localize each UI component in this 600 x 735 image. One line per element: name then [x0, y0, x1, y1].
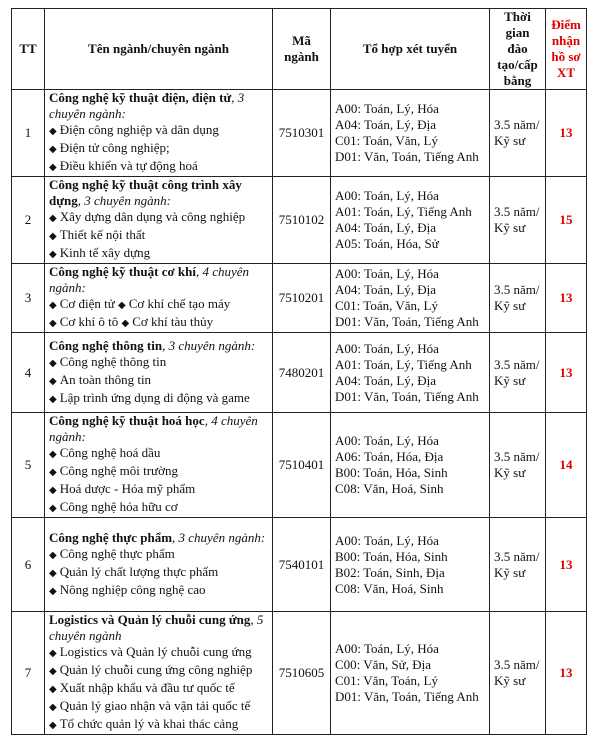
table-row: [12, 518, 587, 612]
subject-combo: A00: Toán, Lý, Hóa: [335, 101, 439, 116]
major-specialization-count: , 3 chuyên ngành:: [77, 193, 171, 208]
specialization-item: Logistics và Quản lý chuỗi cung ứng: [59, 644, 252, 659]
subject-combo: D01: Văn, Toán, Tiếng Anh: [335, 388, 479, 404]
specialization-item: Thiết kế nội thất: [59, 227, 146, 242]
degree-type: Kỹ sư: [494, 372, 526, 388]
major-code: 7510201: [273, 264, 331, 333]
diamond-bullet-icon: ◆: [49, 318, 57, 329]
subject-combo: A00: Toán, Lý, Hóa: [335, 641, 439, 656]
subject-combos-cell: [331, 612, 490, 735]
training-duration: 3.5 năm/: [494, 282, 540, 297]
table-row: [12, 333, 587, 413]
diamond-bullet-icon: ◆: [49, 648, 57, 659]
subject-combo: D01: Văn, Toán, Tiếng Anh: [335, 149, 479, 164]
subject-combo: C01: Văn, Toán, Lý: [335, 673, 438, 688]
major-specialization-count: , 5 chuyên ngành: [49, 612, 264, 643]
min-score: 13: [546, 518, 587, 612]
training-time-cell: [490, 413, 546, 518]
specialization-item: Điện tử công nghiệp;: [59, 140, 170, 155]
specialization-item: Công nghệ môi trường: [59, 463, 178, 478]
diamond-bullet-icon: ◆: [49, 666, 57, 677]
header-time: Thời gian đào tạo/cấp bằng: [490, 9, 546, 90]
major-cell: [45, 612, 273, 735]
min-score: 13: [546, 264, 587, 333]
major-code: 7510301: [273, 90, 331, 177]
specialization-item: Quản lý chất lượng thực phẩm: [59, 563, 219, 579]
row-number: 6: [12, 518, 45, 612]
header-row: [12, 9, 587, 90]
major-cell: [45, 413, 273, 518]
specialization-item: Hoá dược - Hóa mỹ phẩm: [59, 481, 196, 496]
subject-combo: C01: Toán, Văn, Lý: [335, 133, 438, 148]
specialization-item: Cơ khí tàu thủy: [132, 314, 214, 329]
major-title: Công nghệ thực phẩm: [49, 529, 173, 545]
header-tt: TT: [12, 9, 45, 90]
specialization-item: Lập trình ứng dụng di động và game: [59, 389, 250, 405]
degree-type: Kỹ sư: [494, 564, 526, 580]
major-heading: [49, 530, 268, 546]
diamond-bullet-icon: ◆: [49, 720, 57, 731]
specialization-item: Công nghệ thông tin: [59, 353, 167, 369]
training-duration: 3.5 năm/: [494, 117, 540, 132]
major-title: Logistics và Quản lý chuỗi cung ứng: [49, 612, 251, 627]
major-title: Công nghệ kỹ thuật cơ khí: [49, 264, 196, 279]
major-heading: [49, 264, 268, 296]
min-score: 14: [546, 413, 587, 518]
specialization-item: Tổ chức quản lý và khai thác cảng: [59, 716, 239, 731]
diamond-bullet-icon: ◆: [49, 503, 57, 514]
table-row: [12, 413, 587, 518]
subject-combo: C08: Văn, Hoá, Sinh: [335, 481, 444, 496]
major-heading: [49, 338, 268, 354]
training-time-cell: [490, 90, 546, 177]
degree-type: Kỹ sư: [494, 298, 526, 313]
header-combo: Tổ hợp xét tuyển: [331, 9, 490, 90]
subject-combo: A06: Toán, Hóa, Địa: [335, 449, 444, 464]
diamond-bullet-icon: ◆: [49, 231, 57, 242]
row-number: 1: [12, 90, 45, 177]
major-heading: [49, 90, 268, 122]
specialization-item: Nông nghiệp công nghệ cao: [59, 581, 206, 597]
diamond-bullet-icon: ◆: [49, 213, 57, 224]
major-heading: [49, 177, 268, 209]
specialization-item: Công nghệ hóa hữu cơ: [59, 499, 178, 514]
diamond-bullet-icon: ◆: [49, 162, 57, 173]
subject-combo: C01: Toán, Văn, Lý: [335, 298, 438, 313]
diamond-bullet-icon: ◆: [121, 318, 130, 329]
subject-combo: B02: Toán, Sinh, Địa: [335, 564, 445, 580]
subject-combo: A04: Toán, Lý, Địa: [335, 282, 437, 297]
training-time-cell: [490, 518, 546, 612]
specialization-line: [49, 680, 268, 698]
specialization-line: [49, 296, 268, 314]
header-score: Điểm nhận hồ sơ XT: [546, 9, 587, 90]
specialization-item: Xây dựng dân dụng và công nghiệp: [59, 209, 246, 224]
major-code: 7510605: [273, 612, 331, 735]
row-number: 7: [12, 612, 45, 735]
specialization-line: [49, 122, 268, 140]
major-cell: [45, 264, 273, 333]
specialization-item: Quản lý giao nhận và vận tải quốc tế: [59, 698, 251, 713]
training-duration: 3.5 năm/: [494, 449, 540, 464]
training-time-cell: [490, 612, 546, 735]
major-code: 7540101: [273, 518, 331, 612]
specialization-item: Quản lý chuỗi cung ứng công nghiệp: [59, 662, 253, 677]
subject-combo: A00: Toán, Lý, Hóa: [335, 188, 439, 203]
subject-combos-cell: [331, 413, 490, 518]
specialization-line: [49, 716, 268, 734]
specialization-line: [49, 499, 268, 517]
subject-combo: A00: Toán, Lý, Hóa: [335, 266, 439, 281]
major-cell: [45, 333, 273, 413]
training-duration: 3.5 năm/: [494, 548, 540, 564]
row-number: 4: [12, 333, 45, 413]
subject-combo: D01: Văn, Toán, Tiếng Anh: [335, 314, 479, 329]
subject-combo: A00: Toán, Lý, Hóa: [335, 433, 439, 448]
subject-combo: C00: Văn, Sử, Địa: [335, 657, 432, 672]
specialization-item: An toàn thông tin: [59, 371, 152, 387]
major-specialization-count: , 3 chuyên ngành:: [162, 337, 256, 353]
specialization-item: Xuất nhập khẩu và đầu tư quốc tế: [59, 680, 235, 695]
row-number: 3: [12, 264, 45, 333]
major-specialization-count: , 4 chuyên ngành:: [49, 413, 258, 444]
diamond-bullet-icon: ◆: [49, 449, 57, 460]
specialization-line: [49, 582, 268, 600]
major-title: Công nghệ kỹ thuật điện, điện tử: [49, 90, 232, 105]
diamond-bullet-icon: ◆: [49, 375, 57, 387]
training-time-cell: [490, 264, 546, 333]
diamond-bullet-icon: ◆: [49, 549, 57, 561]
specialization-line: [49, 354, 268, 372]
row-number: 5: [12, 413, 45, 518]
specialization-line: [49, 209, 268, 227]
training-time-cell: [490, 333, 546, 413]
header-name: Tên ngành/chuyên ngành: [45, 9, 273, 90]
min-score: 13: [546, 333, 587, 413]
specialization-item: Điện công nghiệp và dân dụng: [59, 122, 219, 137]
specialization-line: [49, 245, 268, 263]
diamond-bullet-icon: ◆: [49, 126, 57, 137]
diamond-bullet-icon: ◆: [49, 567, 57, 579]
diamond-bullet-icon: ◆: [49, 300, 57, 311]
specialization-item: Cơ khí ô tô: [59, 314, 119, 329]
subject-combo: A00: Toán, Lý, Hóa: [335, 340, 439, 356]
subject-combos-cell: [331, 90, 490, 177]
subject-combos-cell: [331, 177, 490, 264]
major-specialization-count: , 3 chuyên ngành:: [49, 90, 245, 121]
subject-combo: C08: Văn, Hoá, Sinh: [335, 580, 444, 596]
admission-table: [11, 8, 587, 735]
diamond-bullet-icon: ◆: [49, 485, 57, 496]
specialization-line: [49, 546, 268, 564]
specialization-item: Kinh tế xây dựng: [59, 245, 151, 260]
diamond-bullet-icon: ◆: [49, 585, 57, 597]
major-specialization-count: , 4 chuyên ngành:: [49, 264, 250, 295]
subject-combo: B00: Toán, Hóa, Sinh: [335, 548, 448, 564]
subject-combo: D01: Văn, Toán, Tiếng Anh: [335, 689, 479, 704]
degree-type: Kỹ sư: [494, 673, 526, 688]
specialization-line: [49, 140, 268, 158]
major-cell: [45, 177, 273, 264]
table-row: [12, 90, 587, 177]
major-title: Công nghệ kỹ thuật công trình xây dựng: [49, 177, 242, 208]
specialization-line: [49, 372, 268, 390]
major-heading: [49, 612, 268, 644]
major-specialization-count: , 3 chuyên ngành:: [172, 529, 266, 545]
diamond-bullet-icon: ◆: [49, 144, 57, 155]
table-row: [12, 264, 587, 333]
diamond-bullet-icon: ◆: [49, 357, 57, 369]
subject-combo: A04: Toán, Lý, Địa: [335, 117, 437, 132]
subject-combo: A01: Toán, Lý, Tiếng Anh: [335, 356, 472, 372]
specialization-line: [49, 644, 268, 662]
training-time-cell: [490, 177, 546, 264]
subject-combos-cell: [331, 518, 490, 612]
major-title: Công nghệ thông tin: [49, 337, 163, 353]
degree-type: Kỹ sư: [494, 220, 526, 235]
training-duration: 3.5 năm/: [494, 657, 540, 672]
subject-combos-cell: [331, 264, 490, 333]
major-cell: [45, 90, 273, 177]
diamond-bullet-icon: ◆: [49, 702, 57, 713]
specialization-line: [49, 314, 268, 332]
training-duration: 3.5 năm/: [494, 356, 540, 372]
specialization-line: [49, 662, 268, 680]
min-score: 15: [546, 177, 587, 264]
specialization-item: Công nghệ thực phẩm: [59, 545, 175, 561]
specialization-line: [49, 481, 268, 499]
specialization-line: [49, 390, 268, 408]
major-code: 7510401: [273, 413, 331, 518]
row-number: 2: [12, 177, 45, 264]
subject-combo: A05: Toán, Hóa, Sử: [335, 236, 439, 251]
major-title: Công nghệ kỹ thuật hoá học: [49, 413, 205, 428]
major-heading: [49, 413, 268, 445]
major-code: 7510102: [273, 177, 331, 264]
training-duration: 3.5 năm/: [494, 204, 540, 219]
specialization-line: [49, 445, 268, 463]
subject-combo: A00: Toán, Lý, Hóa: [335, 532, 439, 548]
table-row: [12, 612, 587, 735]
specialization-line: [49, 564, 268, 582]
table-row: [12, 177, 587, 264]
subject-combo: A01: Toán, Lý, Tiếng Anh: [335, 204, 472, 219]
subject-combo: A04: Toán, Lý, Địa: [335, 220, 437, 235]
specialization-item: Công nghệ hoá dầu: [59, 445, 161, 460]
min-score: 13: [546, 612, 587, 735]
specialization-line: [49, 698, 268, 716]
diamond-bullet-icon: ◆: [49, 467, 57, 478]
major-code: 7480201: [273, 333, 331, 413]
specialization-item: Điều khiển và tự động hoá: [59, 158, 198, 173]
diamond-bullet-icon: ◆: [49, 684, 57, 695]
header-code: Mã ngành: [273, 9, 331, 90]
specialization-item: Cơ điện tử: [59, 296, 115, 311]
diamond-bullet-icon: ◆: [49, 249, 57, 260]
major-cell: [45, 518, 273, 612]
diamond-bullet-icon: ◆: [49, 393, 57, 405]
degree-type: Kỹ sư: [494, 133, 526, 148]
specialization-item: Cơ khí chế tạo máy: [128, 296, 231, 311]
specialization-line: [49, 158, 268, 176]
specialization-line: [49, 227, 268, 245]
diamond-bullet-icon: ◆: [118, 300, 126, 311]
subject-combo: B00: Toán, Hóa, Sinh: [335, 465, 448, 480]
subject-combos-cell: [331, 333, 490, 413]
degree-type: Kỹ sư: [494, 465, 526, 480]
min-score: 13: [546, 90, 587, 177]
subject-combo: A04: Toán, Lý, Địa: [335, 372, 437, 388]
specialization-line: [49, 463, 268, 481]
